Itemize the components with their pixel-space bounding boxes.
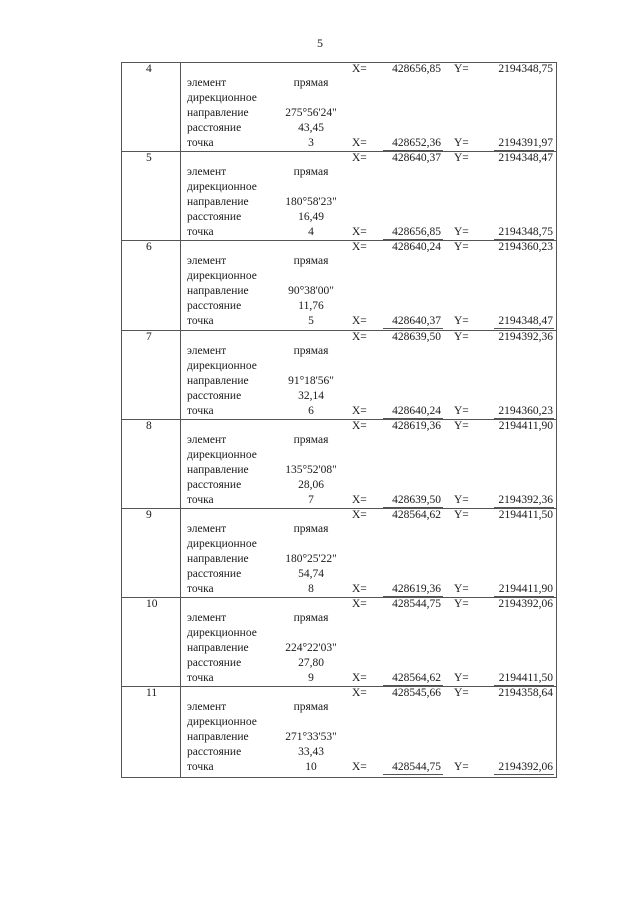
- x-value-end: 428639,50: [392, 494, 441, 506]
- y-value-end: 2194411,50: [498, 672, 553, 684]
- row-divider: [121, 330, 557, 331]
- point-value: 10: [305, 761, 317, 773]
- element-value: прямая: [293, 255, 329, 267]
- table-row: [121, 62, 557, 151]
- distance-label: расстояние: [187, 746, 242, 758]
- element-label: элемент: [187, 523, 227, 535]
- table-row: [121, 151, 557, 240]
- point-value: 4: [308, 226, 314, 238]
- angle-value: 90°38'00": [288, 285, 334, 297]
- element-value: прямая: [293, 612, 329, 624]
- distance-label: расстояние: [187, 300, 242, 312]
- x-label: X=: [352, 420, 367, 432]
- y-value-end: 2194348,47: [498, 315, 553, 327]
- x-label: X=: [352, 152, 367, 164]
- row-divider: [121, 597, 557, 598]
- distance-label: расстояние: [187, 657, 242, 669]
- row-number: 4: [146, 63, 152, 75]
- row-number: 6: [146, 241, 152, 253]
- direction-label-2: направление: [187, 464, 249, 476]
- y-value-end: 2194348,75: [498, 226, 553, 238]
- value-underline: [494, 774, 554, 775]
- angle-value: 180°25'22": [285, 553, 337, 565]
- y-value-start: 2194392,36: [498, 331, 553, 343]
- row-divider: [121, 508, 557, 509]
- x-label: X=: [352, 583, 367, 595]
- value-underline: [383, 328, 443, 329]
- point-label: точка: [187, 226, 214, 238]
- x-label: X=: [352, 137, 367, 149]
- table-row: [121, 330, 557, 419]
- row-divider: [121, 151, 557, 152]
- angle-value: 135°52'08": [285, 464, 337, 476]
- y-value-end: 2194392,36: [498, 494, 553, 506]
- point-label: точка: [187, 761, 214, 773]
- direction-label-2: направление: [187, 375, 249, 387]
- element-label: элемент: [187, 166, 227, 178]
- x-label: X=: [352, 509, 367, 521]
- y-label: Y=: [454, 583, 469, 595]
- element-value: прямая: [293, 434, 329, 446]
- page-number: 5: [317, 36, 323, 50]
- x-value-end: 428640,24: [392, 405, 441, 417]
- x-label: X=: [352, 226, 367, 238]
- x-label: X=: [352, 405, 367, 417]
- table-row: [121, 686, 557, 775]
- y-label: Y=: [454, 509, 469, 521]
- y-value-start: 2194411,90: [498, 420, 553, 432]
- x-value-start: 428545,66: [392, 687, 441, 699]
- y-value-start: 2194358,64: [498, 687, 553, 699]
- direction-label: дирекционное: [187, 538, 257, 550]
- angle-value: 91°18'56": [288, 375, 334, 387]
- x-label: X=: [352, 598, 367, 610]
- direction-label-2: направление: [187, 553, 249, 565]
- point-label: точка: [187, 672, 214, 684]
- y-value-start: 2194360,23: [498, 241, 553, 253]
- y-label: Y=: [454, 331, 469, 343]
- table-row: [121, 419, 557, 508]
- row-number: 5: [146, 152, 152, 164]
- row-divider: [121, 419, 557, 420]
- element-label: элемент: [187, 701, 227, 713]
- y-label: Y=: [454, 226, 469, 238]
- row-number: 7: [146, 331, 152, 343]
- element-label: элемент: [187, 255, 227, 267]
- distance-label: расстояние: [187, 479, 242, 491]
- point-value: 6: [308, 405, 314, 417]
- x-label: X=: [352, 331, 367, 343]
- distance-value: 54,74: [298, 568, 324, 580]
- element-label: элемент: [187, 612, 227, 624]
- x-label: X=: [352, 761, 367, 773]
- direction-label-2: направление: [187, 107, 249, 119]
- y-label: Y=: [454, 494, 469, 506]
- x-label: X=: [352, 241, 367, 253]
- element-value: прямая: [293, 345, 329, 357]
- x-value-end: 428619,36: [392, 583, 441, 595]
- distance-value: 32,14: [298, 390, 324, 402]
- direction-label: дирекционное: [187, 360, 257, 372]
- element-label: элемент: [187, 345, 227, 357]
- x-value-start: 428640,37: [392, 152, 441, 164]
- x-value-start: 428639,50: [392, 331, 441, 343]
- row-number: 10: [146, 598, 158, 610]
- y-value-start: 2194348,47: [498, 152, 553, 164]
- y-label: Y=: [454, 598, 469, 610]
- direction-label: дирекционное: [187, 449, 257, 461]
- element-label: элемент: [187, 434, 227, 446]
- value-underline: [383, 774, 443, 775]
- y-label: Y=: [454, 672, 469, 684]
- row-divider: [121, 686, 557, 687]
- x-value-end: 428652,36: [392, 137, 441, 149]
- y-value-start: 2194392,06: [498, 598, 553, 610]
- y-label: Y=: [454, 687, 469, 699]
- x-value-start: 428640,24: [392, 241, 441, 253]
- row-number: 11: [146, 687, 158, 699]
- direction-label: дирекционное: [187, 92, 257, 104]
- element-value: прямая: [293, 77, 329, 89]
- distance-value: 11,76: [298, 300, 324, 312]
- y-value-end: 2194392,06: [498, 761, 553, 773]
- angle-value: 180°58'23": [285, 196, 337, 208]
- direction-label-2: направление: [187, 285, 249, 297]
- point-value: 9: [308, 672, 314, 684]
- point-value: 7: [308, 494, 314, 506]
- table-row: [121, 508, 557, 597]
- y-label: Y=: [454, 761, 469, 773]
- x-label: X=: [352, 315, 367, 327]
- angle-value: 275°56'24": [285, 107, 337, 119]
- row-divider: [121, 240, 557, 241]
- x-value-start: 428564,62: [392, 509, 441, 521]
- y-value-start: 2194348,75: [498, 63, 553, 75]
- distance-value: 28,06: [298, 479, 324, 491]
- distance-value: 43,45: [298, 122, 324, 134]
- angle-value: 271°33'53": [285, 731, 337, 743]
- row-number: 8: [146, 420, 152, 432]
- y-label: Y=: [454, 152, 469, 164]
- coordinates-table: [121, 62, 557, 778]
- y-value-end: 2194391,97: [498, 137, 553, 149]
- x-value-end: 428656,85: [392, 226, 441, 238]
- x-value-start: 428619,36: [392, 420, 441, 432]
- distance-value: 33,43: [298, 746, 324, 758]
- table-row: [121, 597, 557, 686]
- y-label: Y=: [454, 420, 469, 432]
- angle-value: 224°22'03": [285, 642, 337, 654]
- y-label: Y=: [454, 405, 469, 417]
- x-value-start: 428656,85: [392, 63, 441, 75]
- point-value: 3: [308, 137, 314, 149]
- y-label: Y=: [454, 315, 469, 327]
- x-value-end: 428564,62: [392, 672, 441, 684]
- y-label: Y=: [454, 241, 469, 253]
- y-value-end: 2194360,23: [498, 405, 553, 417]
- x-value-end: 428640,37: [392, 315, 441, 327]
- direction-label-2: направление: [187, 642, 249, 654]
- distance-label: расстояние: [187, 568, 242, 580]
- direction-label: дирекционное: [187, 627, 257, 639]
- point-value: 5: [308, 315, 314, 327]
- distance-label: расстояние: [187, 122, 242, 134]
- element-label: элемент: [187, 77, 227, 89]
- distance-label: расстояние: [187, 390, 242, 402]
- x-value-start: 428544,75: [392, 598, 441, 610]
- distance-label: расстояние: [187, 211, 242, 223]
- element-value: прямая: [293, 523, 329, 535]
- point-label: точка: [187, 583, 214, 595]
- x-value-end: 428544,75: [392, 761, 441, 773]
- table-row: [121, 240, 557, 329]
- y-value-end: 2194411,90: [498, 583, 553, 595]
- element-value: прямая: [293, 701, 329, 713]
- row-number: 9: [146, 509, 152, 521]
- table-bottom-border: [121, 777, 557, 778]
- point-label: точка: [187, 137, 214, 149]
- point-label: точка: [187, 315, 214, 327]
- value-underline: [494, 328, 554, 329]
- direction-label: дирекционное: [187, 181, 257, 193]
- direction-label: дирекционное: [187, 270, 257, 282]
- direction-label-2: направление: [187, 196, 249, 208]
- point-value: 8: [308, 583, 314, 595]
- distance-value: 27,80: [298, 657, 324, 669]
- y-label: Y=: [454, 137, 469, 149]
- y-value-start: 2194411,50: [498, 509, 553, 521]
- direction-label: дирекционное: [187, 716, 257, 728]
- x-label: X=: [352, 672, 367, 684]
- element-value: прямая: [293, 166, 329, 178]
- point-label: точка: [187, 494, 214, 506]
- x-label: X=: [352, 494, 367, 506]
- x-label: X=: [352, 63, 367, 75]
- point-label: точка: [187, 405, 214, 417]
- direction-label-2: направление: [187, 731, 249, 743]
- x-label: X=: [352, 687, 367, 699]
- distance-value: 16,49: [298, 211, 324, 223]
- y-label: Y=: [454, 63, 469, 75]
